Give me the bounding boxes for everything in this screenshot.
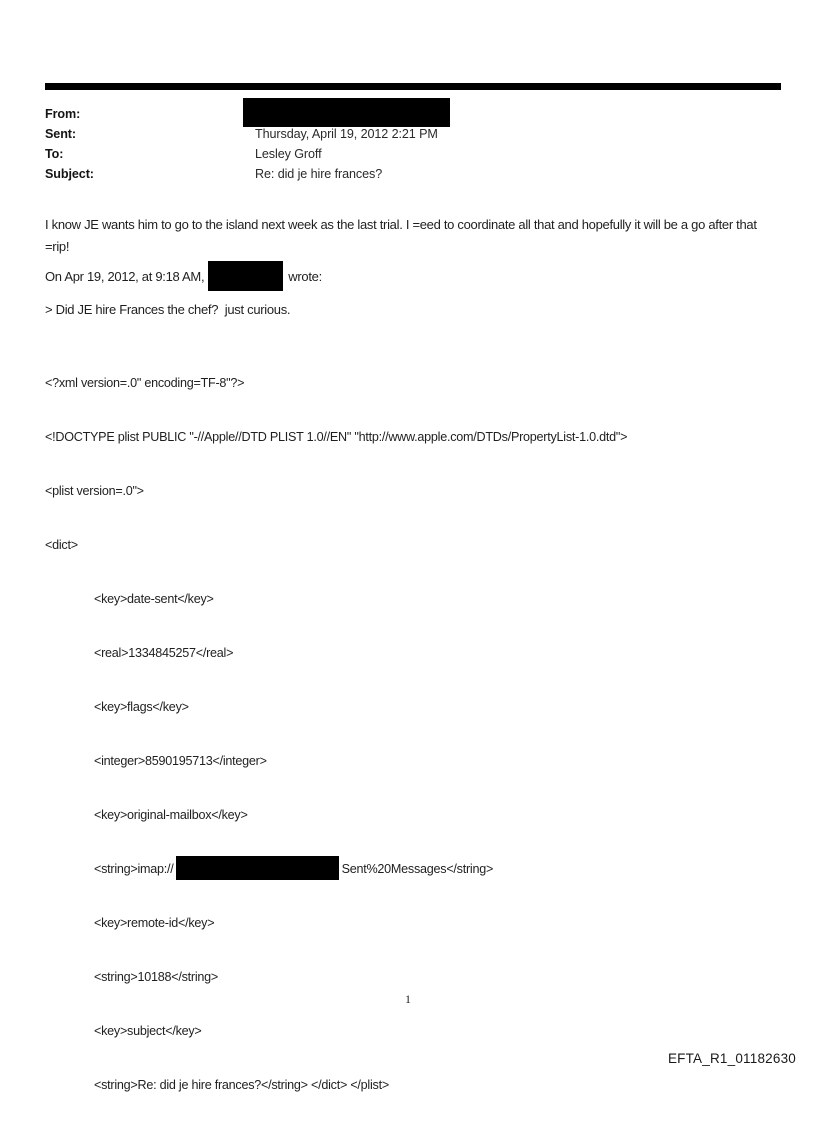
imap-url-prefix: <string>imap:// bbox=[94, 862, 174, 876]
xml-key-subject: <key>subject</key> bbox=[94, 1024, 202, 1038]
header-row-sent bbox=[45, 124, 775, 144]
quoted-line: > Did JE hire Frances the chef? just curious. bbox=[45, 302, 291, 317]
redaction-box-from-address bbox=[243, 98, 450, 127]
xml-string-subject-close: <string>Re: did je hire frances?</string> </dict> </plist> bbox=[94, 1078, 389, 1092]
imap-url-suffix: Sent%20Messages</string> bbox=[341, 862, 494, 876]
to-value: Lesley Groff bbox=[255, 147, 322, 161]
xml-declaration-line: <?xml version=.0" encoding=TF-8"?> bbox=[45, 376, 245, 390]
xml-doctype-line: <!DOCTYPE plist PUBLIC "-//Apple//DTD PLIST 1.0//EN" "http://www.apple.com/DTDs/PropertyList-1.0.dtd"> bbox=[45, 430, 628, 444]
xml-real-date-sent: <real>1334845257</real> bbox=[94, 646, 234, 660]
redaction-box-mailbox-account bbox=[176, 856, 339, 880]
attribution-suffix: wrote: bbox=[288, 268, 322, 284]
plist-xml-block bbox=[45, 338, 790, 1130]
sent-label: Sent: bbox=[45, 127, 76, 141]
attribution-line bbox=[45, 261, 322, 291]
page-number: 1 bbox=[405, 992, 411, 1006]
sent-value: Thursday, April 19, 2012 2:21 PM bbox=[255, 127, 438, 141]
attribution-prefix: On Apr 19, 2012, at 9:18 AM, bbox=[45, 268, 205, 284]
xml-key-original-mailbox: <key>original-mailbox</key> bbox=[94, 808, 248, 822]
subject-label: Subject: bbox=[45, 167, 94, 181]
header-divider-bar bbox=[45, 83, 781, 90]
header-row-to bbox=[45, 144, 775, 164]
to-label: To: bbox=[45, 147, 64, 161]
redaction-box-sender-name bbox=[208, 261, 283, 291]
xml-string-remote-id: <string>10188</string> bbox=[94, 970, 219, 984]
xml-dict-open-line: <dict> bbox=[45, 538, 78, 552]
xml-string-mailbox-line bbox=[45, 860, 790, 878]
body-paragraph: I know JE wants him to go to the island next week as the last trial. I =eed to coordinate all that and hopefully it will be a go after that =rip! bbox=[45, 217, 760, 254]
xml-key-remote-id: <key>remote-id</key> bbox=[94, 916, 215, 930]
xml-plist-open-line: <plist version=.0"> bbox=[45, 484, 144, 498]
xml-key-date-sent: <key>date-sent</key> bbox=[94, 592, 214, 606]
subject-value: Re: did je hire frances? bbox=[255, 167, 383, 181]
header-row-subject bbox=[45, 164, 775, 184]
from-label: From: bbox=[45, 107, 81, 121]
bates-number: EFTA_R1_01182630 bbox=[667, 1051, 796, 1066]
xml-integer-flags: <integer>8590195713</integer> bbox=[94, 754, 267, 768]
xml-key-flags: <key>flags</key> bbox=[94, 700, 189, 714]
